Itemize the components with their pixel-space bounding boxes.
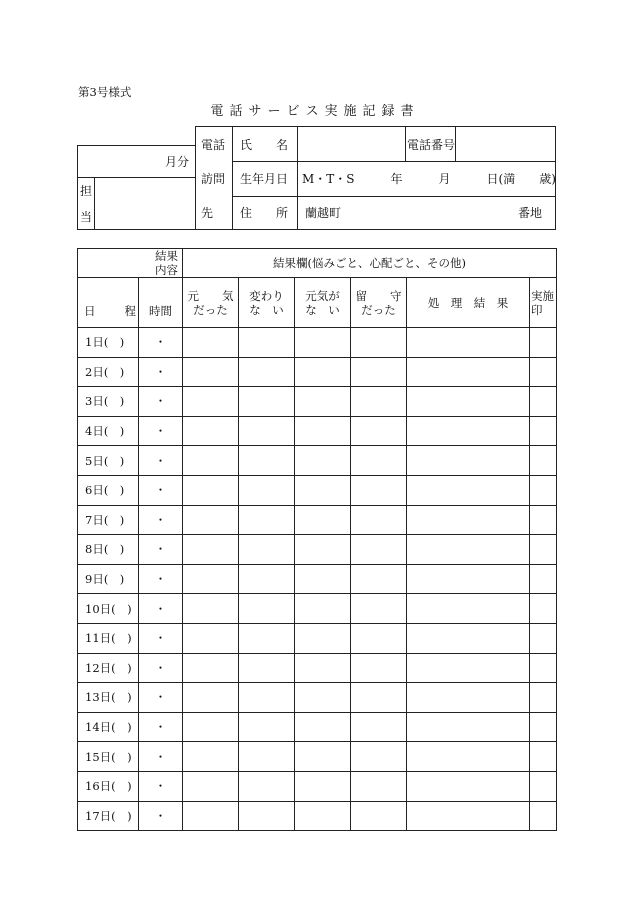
genkiganai-cell[interactable] <box>295 446 351 476</box>
genki-cell[interactable] <box>183 712 239 742</box>
genki-cell[interactable] <box>183 683 239 713</box>
genkiganai-cell[interactable] <box>295 742 351 772</box>
table-row <box>78 357 557 387</box>
seal-cell[interactable] <box>530 683 557 713</box>
day-cell: 7日( ) <box>78 505 139 535</box>
month-label: 月分 <box>165 155 190 169</box>
genkiganai-cell[interactable] <box>295 535 351 565</box>
kawarinai-cell[interactable] <box>239 771 295 801</box>
rusu-cell[interactable] <box>351 328 407 358</box>
time-cell[interactable]: ・ <box>139 387 183 417</box>
seal-header: 実施 印 <box>530 278 557 328</box>
table-row <box>78 564 557 594</box>
table-row <box>78 505 557 535</box>
seal-cell[interactable] <box>530 742 557 772</box>
rusu-cell[interactable] <box>351 771 407 801</box>
rusu-cell[interactable] <box>351 653 407 683</box>
results-column-header: 結果欄(悩みごと、心配ごと、その他) <box>183 249 557 278</box>
genkiganai-cell[interactable] <box>295 801 351 831</box>
processing-cell[interactable] <box>407 357 530 387</box>
rusu-cell[interactable] <box>351 416 407 446</box>
seal-cell[interactable] <box>530 505 557 535</box>
day-cell: 17日( ) <box>78 801 139 831</box>
genkiganai-cell[interactable] <box>295 505 351 535</box>
genkiganai-cell[interactable] <box>295 475 351 505</box>
seal-cell[interactable] <box>530 357 557 387</box>
genkiganai-cell[interactable] <box>295 594 351 624</box>
kawarinai-cell[interactable] <box>239 387 295 417</box>
kawarinai-cell[interactable] <box>239 357 295 387</box>
time-cell[interactable]: ・ <box>139 357 183 387</box>
seal-cell[interactable] <box>530 535 557 565</box>
status-col-genki: 元 気 だった <box>183 278 239 328</box>
day-cell: 11日( ) <box>78 623 139 653</box>
day-cell: 3日( ) <box>78 387 139 417</box>
genki-cell[interactable] <box>183 771 239 801</box>
time-cell[interactable]: ・ <box>139 328 183 358</box>
seal-cell[interactable] <box>530 771 557 801</box>
time-cell[interactable]: ・ <box>139 771 183 801</box>
kawarinai-cell[interactable] <box>239 564 295 594</box>
phone-number-label: 電話番号 <box>407 138 456 152</box>
seal-cell[interactable] <box>530 446 557 476</box>
processing-cell[interactable] <box>407 771 530 801</box>
genkiganai-cell[interactable] <box>295 387 351 417</box>
genkiganai-cell[interactable] <box>295 416 351 446</box>
kawarinai-cell[interactable] <box>239 712 295 742</box>
processing-cell[interactable] <box>407 712 530 742</box>
rusu-cell[interactable] <box>351 535 407 565</box>
day-cell: 15日( ) <box>78 742 139 772</box>
seal-cell[interactable] <box>530 653 557 683</box>
genki-cell[interactable] <box>183 505 239 535</box>
genki-cell[interactable] <box>183 742 239 772</box>
schedule-header: 日 程 <box>78 278 139 328</box>
day-cell: 6日( ) <box>78 475 139 505</box>
document-title: 電話サービス実施記録書 <box>210 104 420 119</box>
form-number: 第3号様式 <box>78 85 132 99</box>
kawarinai-cell[interactable] <box>239 416 295 446</box>
genki-cell[interactable] <box>183 446 239 476</box>
day-cell: 1日( ) <box>78 328 139 358</box>
rusu-cell[interactable] <box>351 742 407 772</box>
genkiganai-cell[interactable] <box>295 623 351 653</box>
day-cell: 12日( ) <box>78 653 139 683</box>
charge-label-bottom: 当 <box>80 210 93 224</box>
time-cell[interactable]: ・ <box>139 712 183 742</box>
genki-cell[interactable] <box>183 594 239 624</box>
processing-cell[interactable] <box>407 564 530 594</box>
kawarinai-cell[interactable] <box>239 683 295 713</box>
time-header: 時間 <box>139 278 183 328</box>
genki-cell[interactable] <box>183 475 239 505</box>
genki-cell[interactable] <box>183 416 239 446</box>
birth-date-label: 生年月日 <box>240 172 289 186</box>
time-cell[interactable]: ・ <box>139 535 183 565</box>
birth-date-value: M・T・S 年 月 日(満 歳) <box>302 172 556 186</box>
phone-visit-label-2: 訪問 <box>201 172 226 186</box>
table-row <box>78 771 557 801</box>
rusu-cell[interactable] <box>351 505 407 535</box>
rusu-cell[interactable] <box>351 712 407 742</box>
rusu-cell[interactable] <box>351 564 407 594</box>
address-suffix: 番地 <box>518 206 543 220</box>
genki-cell[interactable] <box>183 623 239 653</box>
processing-result-header: 処 理 結 果 <box>407 278 530 328</box>
processing-cell[interactable] <box>407 387 530 417</box>
rusu-cell[interactable] <box>351 683 407 713</box>
table-row <box>78 328 557 358</box>
rusu-cell[interactable] <box>351 357 407 387</box>
genki-cell[interactable] <box>183 535 239 565</box>
rusu-cell[interactable] <box>351 446 407 476</box>
kawarinai-cell[interactable] <box>239 446 295 476</box>
time-cell[interactable]: ・ <box>139 653 183 683</box>
kawarinai-cell[interactable] <box>239 742 295 772</box>
kawarinai-cell[interactable] <box>239 623 295 653</box>
genkiganai-cell[interactable] <box>295 683 351 713</box>
genki-cell[interactable] <box>183 387 239 417</box>
day-cell: 4日( ) <box>78 416 139 446</box>
kawarinai-cell[interactable] <box>239 594 295 624</box>
status-col-rusu: 留 守 だった <box>351 278 407 328</box>
processing-cell[interactable] <box>407 446 530 476</box>
time-cell[interactable]: ・ <box>139 475 183 505</box>
table-row <box>78 742 557 772</box>
address-town: 蘭越町 <box>305 206 342 220</box>
table-row <box>78 712 557 742</box>
day-cell: 14日( ) <box>78 712 139 742</box>
seal-cell[interactable] <box>530 801 557 831</box>
status-col-genkiganai: 元気が な い <box>295 278 351 328</box>
result-content-header: 結果 内容 <box>78 249 183 278</box>
processing-cell[interactable] <box>407 683 530 713</box>
processing-cell[interactable] <box>407 801 530 831</box>
seal-cell[interactable] <box>530 387 557 417</box>
recipient-header <box>0 0 630 240</box>
table-row <box>78 623 557 653</box>
table-row <box>78 683 557 713</box>
processing-cell[interactable] <box>407 653 530 683</box>
seal-cell[interactable] <box>530 712 557 742</box>
day-cell: 16日( ) <box>78 771 139 801</box>
address-label: 住 所 <box>240 206 289 220</box>
table-row <box>78 387 557 417</box>
kawarinai-cell[interactable] <box>239 653 295 683</box>
genki-cell[interactable] <box>183 328 239 358</box>
time-cell[interactable]: ・ <box>139 446 183 476</box>
processing-cell[interactable] <box>407 505 530 535</box>
genkiganai-cell[interactable] <box>295 357 351 387</box>
processing-cell[interactable] <box>407 535 530 565</box>
time-cell[interactable]: ・ <box>139 801 183 831</box>
day-cell: 5日( ) <box>78 446 139 476</box>
table-row <box>78 653 557 683</box>
table-row <box>78 446 557 476</box>
name-label: 氏 名 <box>240 138 289 152</box>
processing-cell[interactable] <box>407 416 530 446</box>
seal-cell[interactable] <box>530 416 557 446</box>
processing-cell[interactable] <box>407 594 530 624</box>
seal-cell[interactable] <box>530 594 557 624</box>
processing-cell[interactable] <box>407 623 530 653</box>
rusu-cell[interactable] <box>351 594 407 624</box>
phone-visit-label-1: 電話 <box>201 138 226 152</box>
rusu-cell[interactable] <box>351 475 407 505</box>
time-cell[interactable]: ・ <box>139 742 183 772</box>
genki-cell[interactable] <box>183 357 239 387</box>
rusu-cell[interactable] <box>351 801 407 831</box>
day-cell: 10日( ) <box>78 594 139 624</box>
table-row <box>78 475 557 505</box>
time-cell[interactable]: ・ <box>139 416 183 446</box>
processing-cell[interactable] <box>407 475 530 505</box>
time-cell[interactable]: ・ <box>139 594 183 624</box>
genkiganai-cell[interactable] <box>295 328 351 358</box>
status-col-kawarinai: 変わり な い <box>239 278 295 328</box>
kawarinai-cell[interactable] <box>239 801 295 831</box>
genki-cell[interactable] <box>183 653 239 683</box>
day-cell: 8日( ) <box>78 535 139 565</box>
genkiganai-cell[interactable] <box>295 653 351 683</box>
day-cell: 9日( ) <box>78 564 139 594</box>
genki-cell[interactable] <box>183 564 239 594</box>
table-row <box>78 535 557 565</box>
service-record-table <box>77 248 557 831</box>
seal-cell[interactable] <box>530 623 557 653</box>
time-cell[interactable]: ・ <box>139 623 183 653</box>
processing-cell[interactable] <box>407 742 530 772</box>
kawarinai-cell[interactable] <box>239 535 295 565</box>
seal-cell[interactable] <box>530 564 557 594</box>
rusu-cell[interactable] <box>351 623 407 653</box>
kawarinai-cell[interactable] <box>239 505 295 535</box>
kawarinai-cell[interactable] <box>239 475 295 505</box>
rusu-cell[interactable] <box>351 387 407 417</box>
genkiganai-cell[interactable] <box>295 712 351 742</box>
table-row <box>78 594 557 624</box>
phone-visit-label-3: 先 <box>201 206 214 220</box>
seal-cell[interactable] <box>530 475 557 505</box>
genki-cell[interactable] <box>183 801 239 831</box>
time-cell[interactable]: ・ <box>139 505 183 535</box>
day-cell: 2日( ) <box>78 357 139 387</box>
genkiganai-cell[interactable] <box>295 564 351 594</box>
day-cell: 13日( ) <box>78 683 139 713</box>
charge-label-top: 担 <box>80 184 93 198</box>
table-row <box>78 416 557 446</box>
kawarinai-cell[interactable] <box>239 328 295 358</box>
time-cell[interactable]: ・ <box>139 683 183 713</box>
genkiganai-cell[interactable] <box>295 771 351 801</box>
seal-cell[interactable] <box>530 328 557 358</box>
time-cell[interactable]: ・ <box>139 564 183 594</box>
processing-cell[interactable] <box>407 328 530 358</box>
table-row <box>78 801 557 831</box>
